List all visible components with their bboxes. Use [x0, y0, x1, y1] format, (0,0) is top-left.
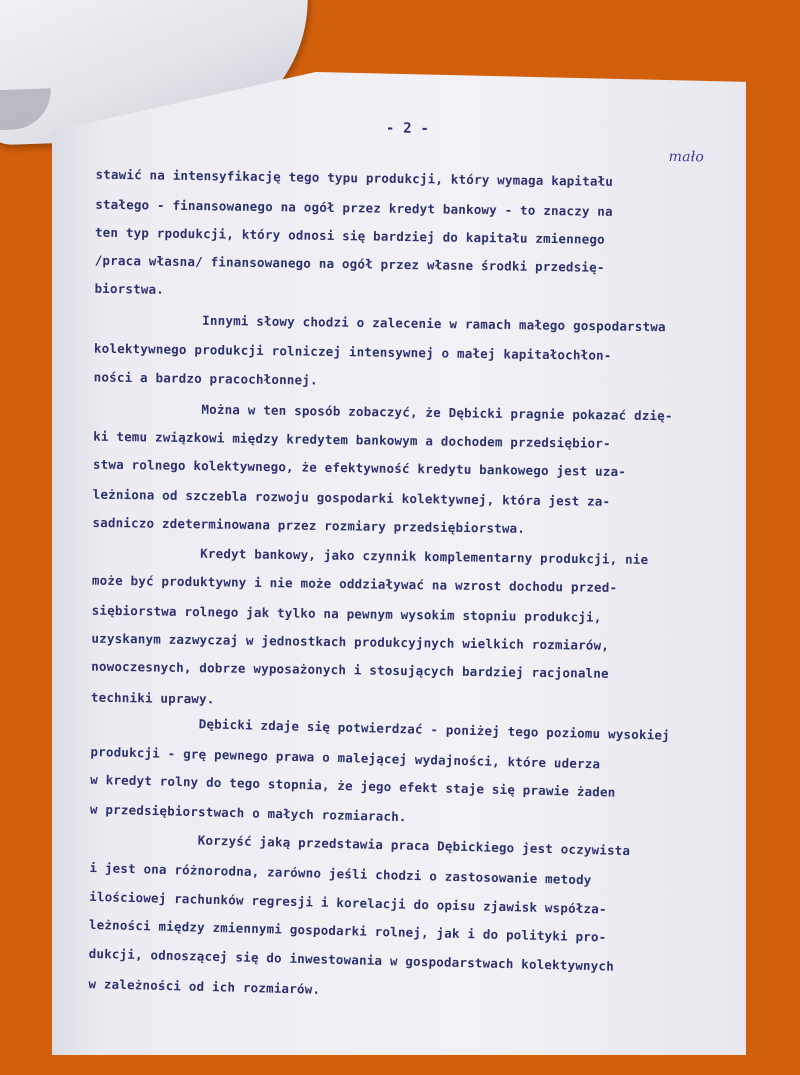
text-line: /praca własna/ finansowanego na ogół przez własne środki przedsię- — [94, 252, 605, 275]
text-line: Dębicki zdaje się potwierdzać - poniżej tego poziomu wysokiej — [198, 716, 671, 743]
page-number: - 2 - — [385, 120, 430, 137]
text-line: ności a bardzo pracochłonnej. — [93, 369, 318, 388]
text-line: w kredyt rolny do tego stopnia, że jego efekt staje się prawie żaden — [90, 771, 616, 800]
text-line: Można w ten sposób zobaczyć, że Dębicki pragnie pokazać dzię- — [201, 401, 673, 424]
text-line: stałego - finansowanego na ogół przez kredyt bankowy - to znaczy na — [95, 196, 613, 219]
text-line: stawić na intensyfikację tego typu produkcji, który wymaga kapitału — [95, 166, 614, 189]
text-line: techniki uprawy. — [90, 689, 215, 707]
text-line: ten typ rpodukcji, który odnosi się bardziej do kapitału zmiennego — [94, 224, 605, 247]
text-line: siębiorstwa rolnego jak tylko na pewnym wysokim stopniu produkcji, — [91, 602, 602, 625]
text-line: dukcji, odnoszącej się do inwestowania w gospodarstwach kolektywnych — [88, 945, 615, 974]
text-line: ki temu związkowi między kredytem bankowym a dochodem przedsiębior- — [93, 428, 611, 451]
text-line: i jest ona różnorodna, zarówno jeśli chodzi o zastosowanie metody — [89, 860, 592, 888]
handwritten-annotation: mało — [668, 148, 705, 166]
text-line: Innymi słowy chodzi o zalecenie w ramach małego gospodarstwa — [202, 312, 666, 335]
text-line: biorstwa. — [94, 280, 165, 297]
text-line: w zależności od ich rozmiarów. — [88, 976, 321, 997]
text-line: produkcji - grę pewnego prawa o malejącej wydajności, które uderza — [90, 743, 601, 772]
text-line: leżniona od szczebla rozwoju gospodarki kolektywnej, która jest za- — [92, 486, 611, 509]
text-line: stwa rolnego kolektywnego, że efektywność kredytu bankowego jest uza- — [92, 456, 627, 480]
curl-shadow — [0, 88, 52, 130]
text-line: ilościowej rachunków regresji i korelacji do opisu zjawisk współza- — [89, 888, 607, 917]
text-line: nowoczesnych, dobrze wyposażonych i stosujących bardziej racjonalne — [91, 658, 609, 681]
text-line: leżności między zmiennymi gospodarki rolnej, jak i do polityki pro- — [88, 916, 607, 945]
text-line: w przedsiębiorstwach o małych rozmiarach. — [89, 801, 407, 825]
text-line: Korzyść jaką przedstawia praca Dębickiego jest oczywista — [197, 832, 631, 859]
text-line: może być produktywny i nie może oddziaływać na wzrost dochodu przed- — [91, 572, 618, 595]
text-line: sadniczo zdeterminowana przez rozmiary przedsiębiorstwa. — [92, 514, 526, 536]
text-line: uzyskanym zazwyczaj w jednostkach produkcyjnych wielkich rozmiarów, — [91, 630, 610, 653]
text-line: kolektywnego produkcji rolniczej intensywnej o małej kapitałochłon- — [93, 340, 612, 363]
text-line: Kredyt bankowy, jako czynnik komplementarny produkcji, nie — [200, 545, 649, 568]
